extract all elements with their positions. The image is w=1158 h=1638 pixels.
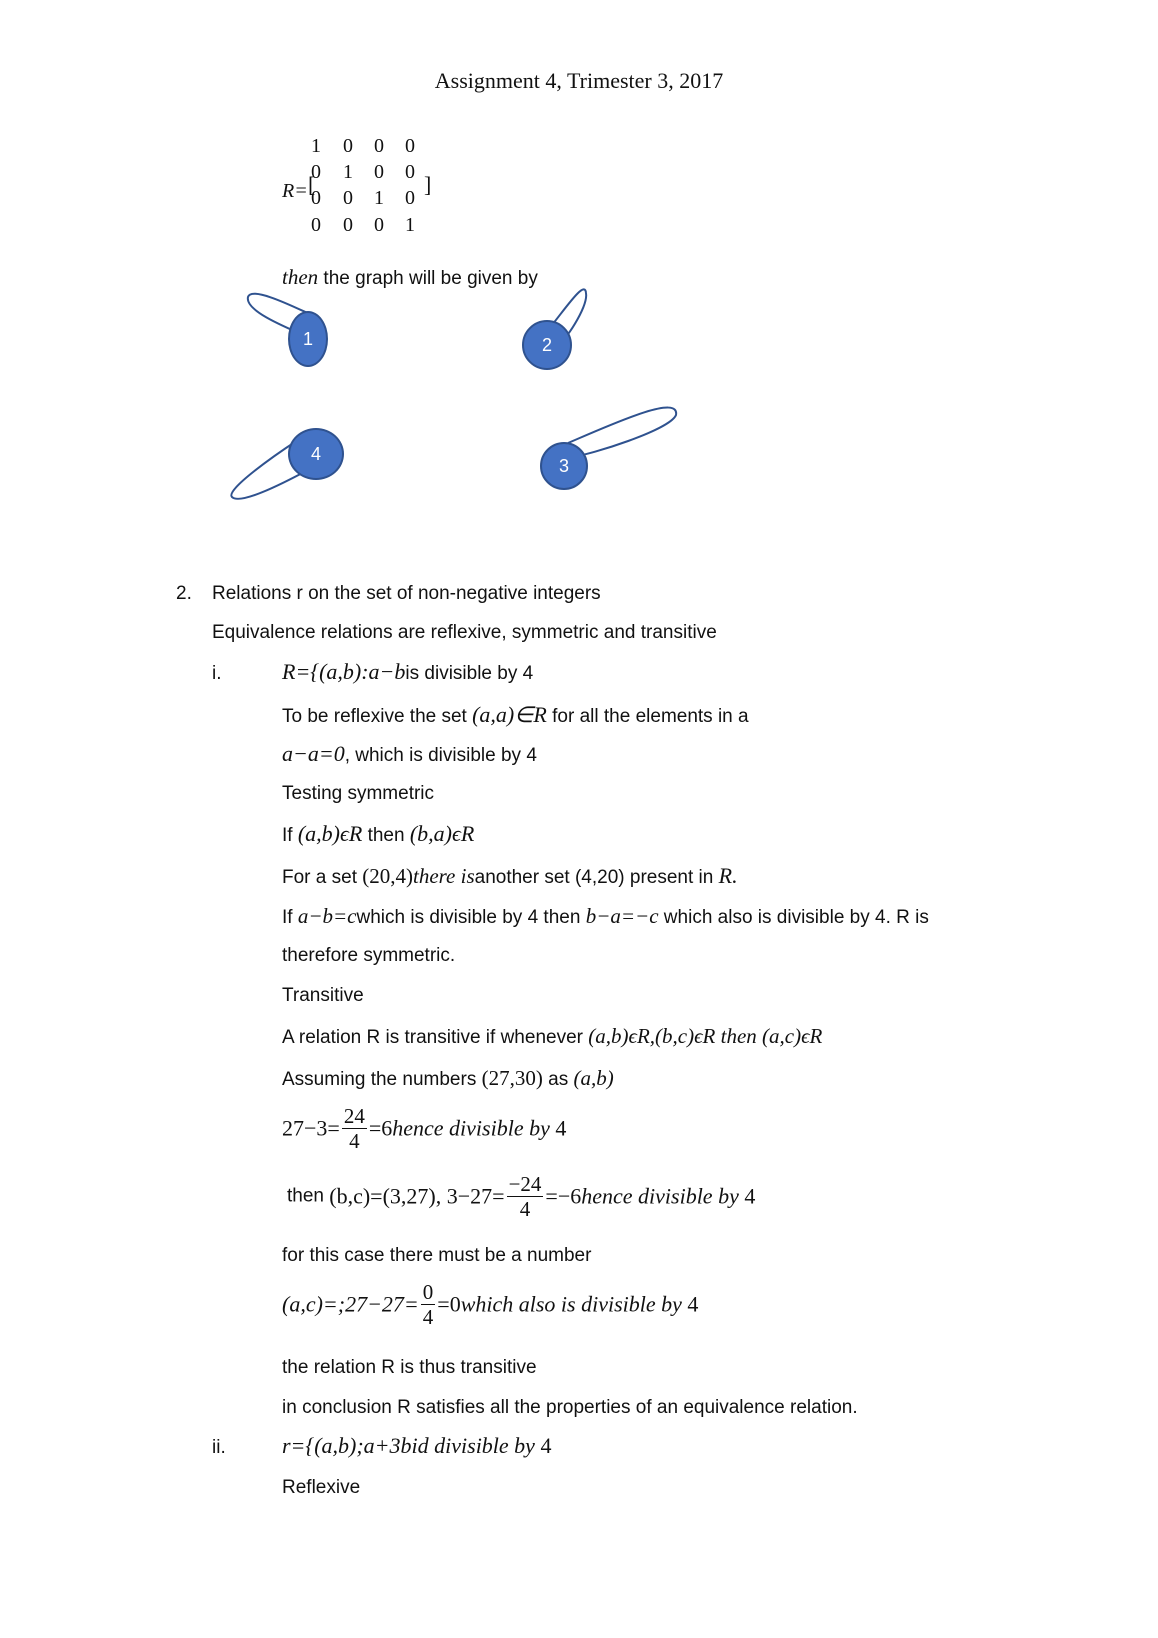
thus-transitive: the relation R is thus transitive <box>282 1357 537 1378</box>
matrix-cell: 1 <box>374 187 384 209</box>
conclusion: in conclusion R satisfies all the properties of an equivalence relation. <box>282 1397 858 1418</box>
question-intro: Equivalence relations are reflexive, symmetric and transitive <box>212 622 717 643</box>
part-i-numeral: i. <box>212 663 222 684</box>
question-number: 2. <box>176 583 192 604</box>
part-i-definition <box>282 660 533 686</box>
def-math: R={(a,b):a−b <box>282 659 406 684</box>
ifab-math-1: a−b=c <box>297 904 357 928</box>
eq2-numerator: −24 <box>508 1172 542 1196</box>
part-ii-numeral: ii. <box>212 1437 226 1458</box>
matrix-left-bracket: [ <box>308 172 316 197</box>
matrix-cell: 1 <box>405 214 415 236</box>
matrix-cell: 0 <box>374 135 384 157</box>
part-ii-italic: id divisible by <box>411 1433 535 1458</box>
eq3-numerator: 0 <box>422 1280 434 1304</box>
matrix-label: R= <box>282 180 308 202</box>
ifab-line <box>282 904 929 930</box>
eq2-then: then <box>287 1185 330 1207</box>
graph-intro-text: the graph will be given by <box>318 268 538 289</box>
transitive-definition <box>282 1024 822 1050</box>
matrix-right-bracket: ] <box>424 172 432 197</box>
matrix-cell: 0 <box>311 214 321 236</box>
forset-text-b: another set (4,20) present in <box>474 867 719 888</box>
part-ii-math: r={(a,b);a+3b <box>282 1433 412 1458</box>
assume-text-b: as <box>542 1069 574 1090</box>
for-this-case: for this case there must be a number <box>282 1245 592 1266</box>
assume-text-a: Assuming the numbers <box>282 1069 482 1090</box>
equation-3 <box>282 1280 698 1329</box>
eq1-denominator: 4 <box>349 1129 360 1153</box>
graph-node-4: 4 <box>288 428 344 480</box>
aa-line <box>282 742 537 768</box>
forset-line <box>282 864 738 890</box>
question-title: Relations r on the set of non-negative integers <box>212 583 601 604</box>
graph-node-2: 2 <box>522 320 572 370</box>
page-header: Assignment 4, Trimester 3, 2017 <box>434 68 724 93</box>
equation-1 <box>282 1104 566 1153</box>
matrix-cell: 0 <box>405 187 415 209</box>
trans-def-math: (a,b)ϵR,(b,c)ϵR then (a,c)ϵR <box>588 1024 823 1048</box>
symmetric-if-line <box>282 822 474 848</box>
aa-text: , which is divisible by 4 <box>344 745 537 766</box>
aa-math: a−a=0 <box>282 741 345 766</box>
eq2-right: =−6 <box>545 1183 582 1209</box>
assume-math-1: (27,30) <box>481 1066 543 1090</box>
part-ii-end: 4 <box>540 1433 552 1458</box>
part-ii-definition <box>282 1434 551 1460</box>
def-text: is divisible by 4 <box>405 663 534 684</box>
trans-def-text: A relation R is transitive if whenever <box>282 1027 589 1048</box>
eq1-fraction <box>342 1104 367 1153</box>
ifab-text-a: If <box>282 907 298 928</box>
forset-R: R. <box>718 863 738 888</box>
eq2-denominator: 4 <box>519 1197 531 1221</box>
eq2-italic: hence divisible by <box>581 1183 739 1209</box>
graph-intro-then: then <box>282 265 319 289</box>
reflexive-text-b: for all the elements in a <box>546 706 749 727</box>
ifab-math-2: b−a=−c <box>585 904 659 928</box>
if-text: If <box>282 825 298 846</box>
eq1-left: 27−3= <box>282 1115 340 1141</box>
graph-node-1: 1 <box>288 311 328 367</box>
eq2-fraction <box>507 1172 544 1221</box>
assume-line <box>282 1066 614 1092</box>
reflexive-math: (a,a)∈R <box>472 702 547 727</box>
matrix-cell: 0 <box>343 135 353 157</box>
eq3-italic: which also is divisible by <box>460 1291 682 1317</box>
testing-symmetric: Testing symmetric <box>282 783 435 804</box>
eq3-right: =0 <box>437 1291 461 1317</box>
matrix-cell: 0 <box>311 161 321 183</box>
eq3-denominator: 4 <box>422 1305 434 1329</box>
ifab-text-c: which also is divisible by 4. R is <box>658 907 929 928</box>
matrix-cell: 0 <box>374 161 384 183</box>
matrix-cell: 0 <box>405 135 415 157</box>
eq1-italic: hence divisible by <box>392 1115 550 1141</box>
matrix-cell: 0 <box>405 161 415 183</box>
if-math-2: (b,a)ϵR <box>409 821 475 846</box>
eq2-math: (b,c)=(3,27), 3−27= <box>329 1183 505 1209</box>
reflexive-line <box>282 703 749 729</box>
forset-math: (20,4) <box>362 864 413 888</box>
if-math-1: (a,b)ϵR <box>297 821 363 846</box>
eq3-left: (a,c)=;27−27= <box>282 1291 419 1317</box>
matrix-cell: 0 <box>374 214 384 236</box>
assume-math-2: (a,b) <box>573 1066 614 1090</box>
matrix-cell: 1 <box>343 161 353 183</box>
matrix-cell: 0 <box>343 187 353 209</box>
forset-text-a: For a set <box>282 867 363 888</box>
eq3-end: 4 <box>687 1291 699 1317</box>
graph-node-3: 3 <box>540 442 588 490</box>
eq1-numerator: 24 <box>343 1104 365 1128</box>
equation-2 <box>287 1172 755 1221</box>
reflexive-text-a: To be reflexive the set <box>282 706 473 727</box>
self-loop-3 <box>568 408 676 457</box>
forset-italic: there is <box>413 864 475 888</box>
transitive-heading: Transitive <box>282 985 364 1006</box>
eq1-right: =6 <box>368 1115 393 1141</box>
eq2-end: 4 <box>744 1183 756 1209</box>
therefore-symmetric: therefore symmetric. <box>282 945 456 966</box>
eq1-end: 4 <box>555 1115 567 1141</box>
eq3-fraction <box>421 1280 436 1329</box>
ifab-text-b: which is divisible by 4 then <box>356 907 586 928</box>
matrix-cell: 0 <box>343 214 353 236</box>
matrix-cell: 1 <box>311 135 321 157</box>
matrix-cell: 0 <box>311 187 321 209</box>
reflexive-heading: Reflexive <box>282 1477 361 1498</box>
if-then-text: then <box>362 825 410 846</box>
